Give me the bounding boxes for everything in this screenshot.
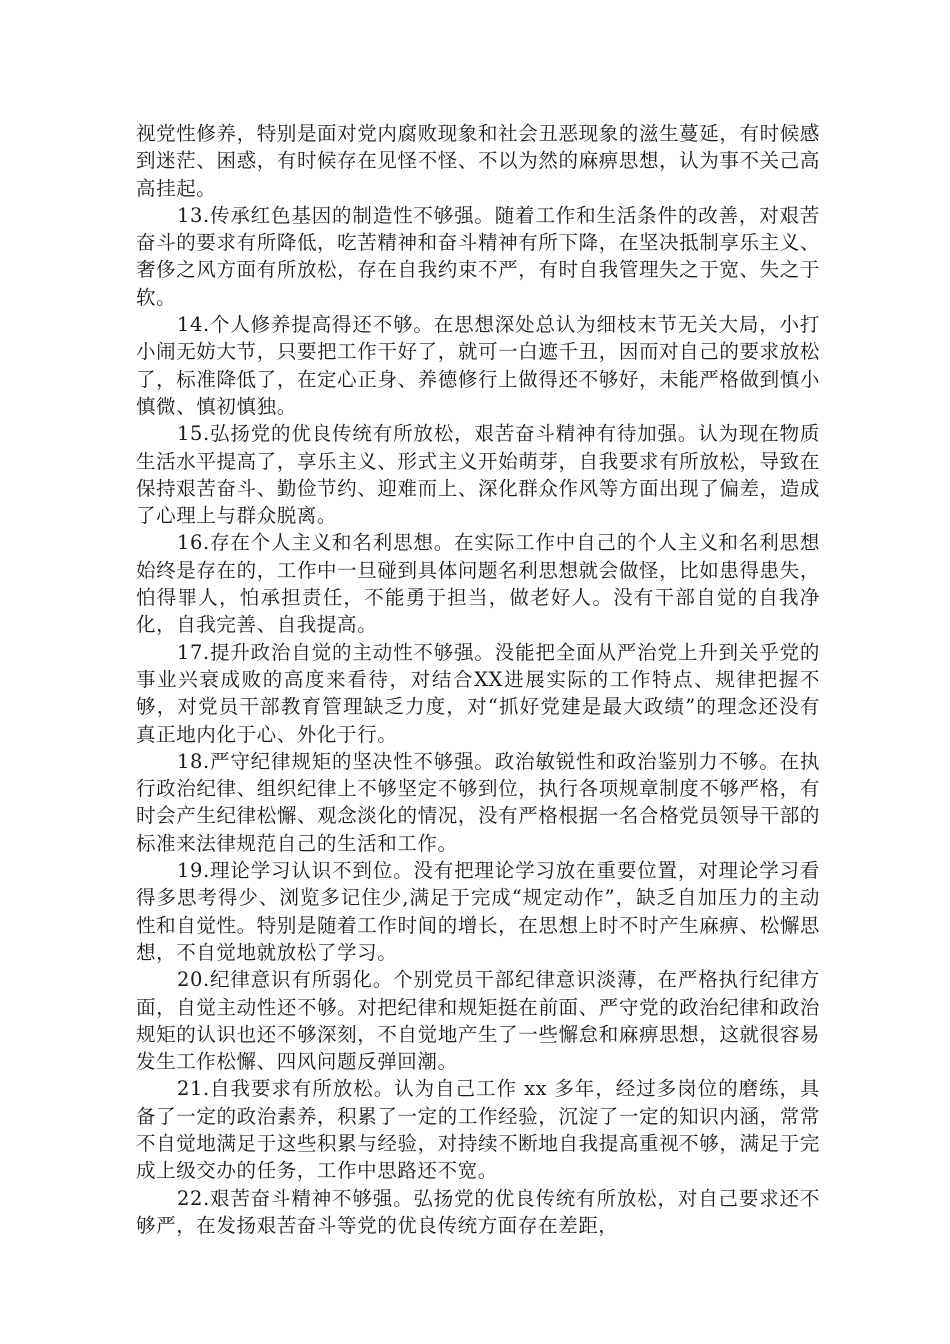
paragraph-item-13: 13.传承红色基因的制造性不够强。随着工作和生活条件的改善，对艰苦奋斗的要求有所降低，吃苦精神和奋斗精神有所下降，在坚决抵制享乐主义、奢侈之风方面有所放松，存在自我约束不严，有时自我管理失之于宽、失之于软。 <box>136 203 820 309</box>
paragraph-item-22: 22.艰苦奋斗精神不够强。弘扬党的优良传统有所放松，对自己要求还不够严，在发扬艰苦奋斗等党的优良传统方面存在差距， <box>136 1186 820 1237</box>
paragraph-item-18: 18.严守纪律规矩的坚决性不够强。政治敏锐性和政治鉴别力不够。在执行政治纪律、组织纪律上不够坚定不够到位，执行各项规章制度不够严格，有时会产生纪律松懈、观念淡化的情况，没有严格根据一名合格党员领导干部的标准来法律规范自己的生活和工作。 <box>136 749 820 855</box>
paragraph-item-20: 20.纪律意识有所弱化。个别党员干部纪律意识淡薄，在严格执行纪律方面，自觉主动性还不够。对把纪律和规矩挺在前面、严守党的政治纪律和政治规矩的认识也还不够深刻，不自觉地产生了一些懈怠和麻痹思想，这就很容易发生工作松懈、四风问题反弹回潮。 <box>136 968 820 1074</box>
paragraph-item-16: 16.存在个人主义和名利思想。在实际工作中自己的个人主义和名利思想始终是存在的，工作中一旦碰到具体问题名利思想就会做怪，比如患得患失，怕得罪人，怕承担责任，不能勇于担当，做老好人。没有干部自觉的自我净化，自我完善、自我提高。 <box>136 531 820 637</box>
paragraph-item-17: 17.提升政治自觉的主动性不够强。没能把全面从严治党上升到关乎党的事业兴衰成败的高度来看待，对结合XX进展实际的工作特点、规律把握不够，对党员干部教育管理缺乏力度，对“抓好党建是最大政绩”的理念还没有真正地内化于心、外化于行。 <box>136 640 820 746</box>
paragraph-continuation: 视党性修养，特别是面对党内腐败现象和社会丑恶现象的滋生蔓延，有时候感到迷茫、困惑，有时候存在见怪不怪、不以为然的麻痹思想，认为事不关己高高挂起。 <box>136 122 820 200</box>
paragraph-item-15: 15.弘扬党的优良传统有所放松，艰苦奋斗精神有待加强。认为现在物质生活水平提高了，享乐主义、形式主义开始萌芽，自我要求有所放松，导致在保持艰苦奋斗、勤俭节约、迎难而上、深化群众作风等方面出现了偏差，造成了心理上与群众脱离。 <box>136 422 820 528</box>
paragraph-item-14: 14.个人修养提高得还不够。在思想深处总认为细枝末节无关大局，小打小闹无妨大节，只要把工作干好了，就可一白遮千丑，因而对自己的要求放松了，标准降低了，在定心正身、养德修行上做得还不够好，未能严格做到慎小慎微、慎初慎独。 <box>136 313 820 418</box>
paragraph-item-19: 19.理论学习认识不到位。没有把理论学习放在重要位置，对理论学习看得多思考得少、浏览多记住少,满足于完成“规定动作”，缺乏自加压力的主动性和自觉性。特别是随着工作时间的增长，在思想上时不时产生麻痹、松懈思想，不自觉地就放松了学习。 <box>136 859 820 964</box>
paragraph-item-21: 21.自我要求有所放松。认为自己工作 xx 多年，经过多岗位的磨练，具备了一定的政治素养，积累了一定的工作经验，沉淀了一定的知识内涵，常常不自觉地满足于这些积累与经验，对持续不断地自我提高重视不够，满足于完成上级交办的任务，工作中思路还不宽。 <box>136 1077 820 1183</box>
document-body <box>136 120 820 1239</box>
